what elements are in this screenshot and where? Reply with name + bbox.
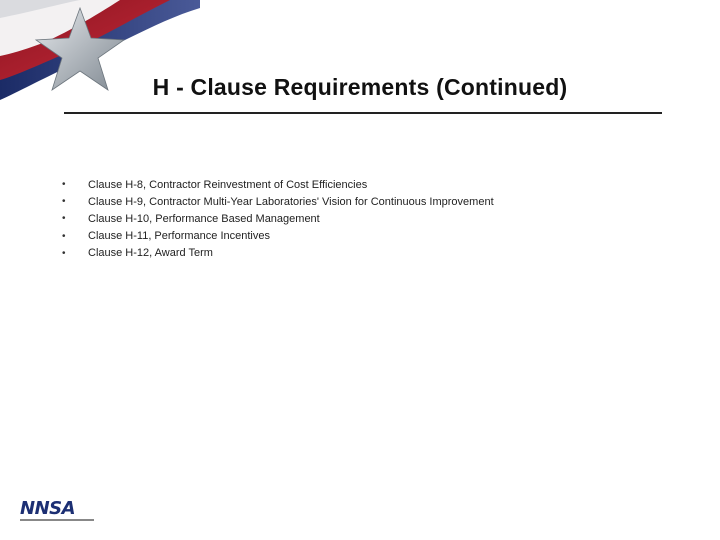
list-item — [62, 210, 494, 227]
list-item — [62, 228, 494, 245]
slide-title: H - Clause Requirements (Continued) — [152, 74, 568, 100]
bullet-text: Clause H-12, Award Term — [88, 247, 213, 260]
bullet-glyph: • — [62, 247, 66, 259]
bullet-glyph: • — [62, 196, 66, 208]
bullet-text: Clause H-8, Contractor Reinvestment of Cost Efficiencies — [88, 178, 368, 191]
bullet-glyph: • — [62, 179, 66, 191]
nnsa-logo — [18, 498, 94, 524]
bullet-glyph: • — [62, 230, 66, 242]
logo-text: NNSA — [20, 498, 76, 519]
flag-star-decoration — [0, 0, 200, 120]
bullet-list — [62, 176, 494, 262]
title-underline — [64, 112, 662, 114]
bullet-text: Clause H-10, Performance Based Management — [88, 212, 320, 225]
list-item — [62, 176, 494, 193]
bullet-glyph: • — [62, 213, 66, 225]
logo-tagline-bar — [20, 519, 94, 521]
list-item — [62, 245, 494, 262]
list-item — [62, 193, 494, 210]
bullet-text: Clause H-9, Contractor Multi-Year Laboratories' Vision for Continuous Improvement — [88, 195, 494, 208]
bullet-text: Clause H-11, Performance Incentives — [88, 230, 270, 243]
